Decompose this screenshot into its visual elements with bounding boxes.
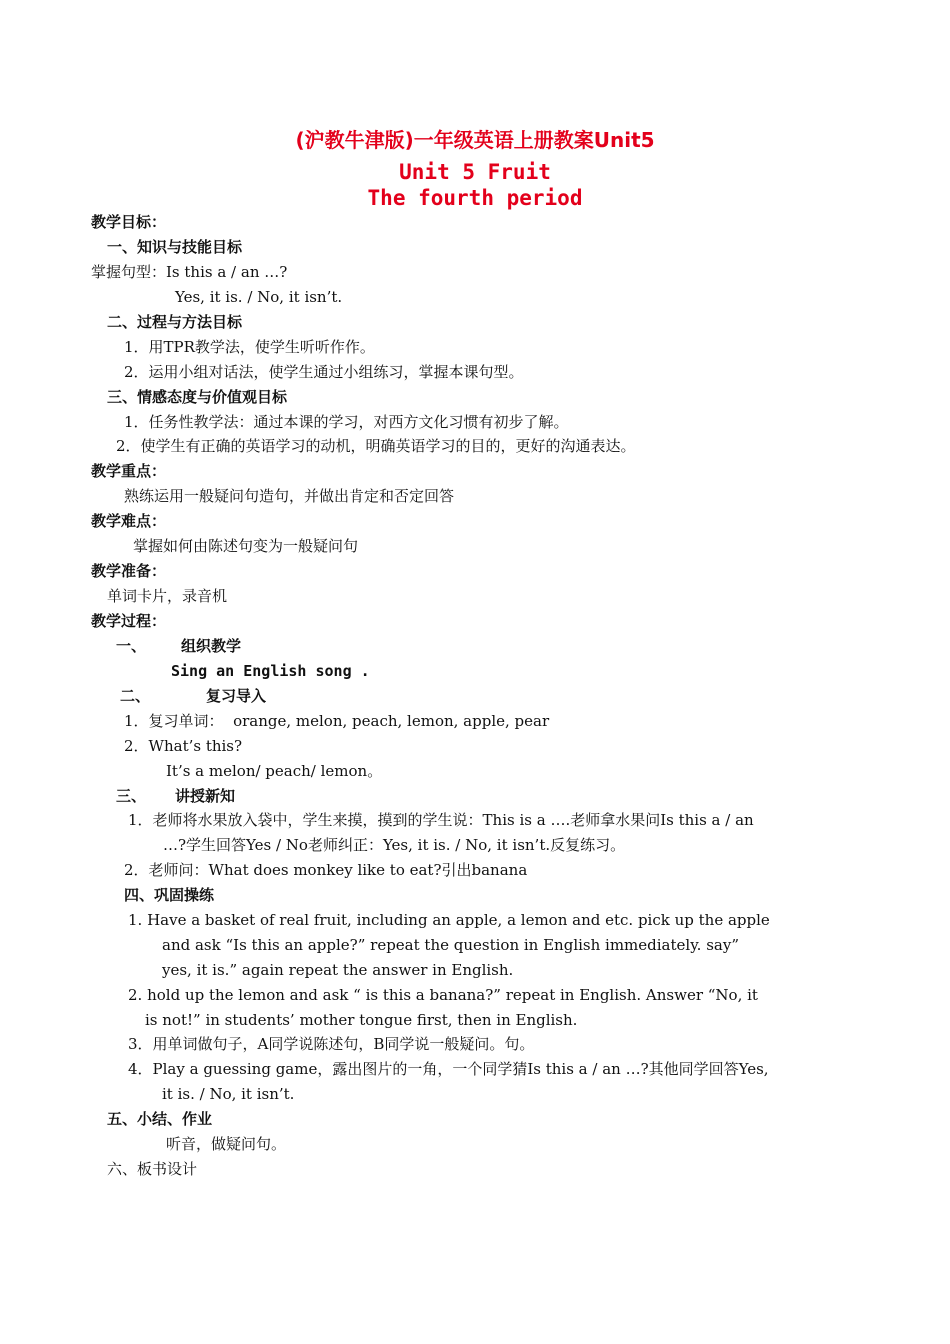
process-heading: 二、过程与方法目标 bbox=[107, 313, 243, 331]
key-text: 熟练运用一般疑问句造句，并做出肯定和否定回答 bbox=[124, 487, 455, 505]
emotion-item-2: 2．使学生有正确的英语学习的动机，明确英语学习的目的，更好的沟通表达。 bbox=[116, 437, 636, 455]
process-item-2: 2．运用小组对话法，使学生通过小组练习，掌握本课句型。 bbox=[124, 363, 524, 381]
step2-number: 二、 bbox=[120, 687, 151, 705]
period-title: The fourth period bbox=[367, 186, 583, 210]
step4-item-4b: it is. / No, it isn’t. bbox=[162, 1085, 295, 1103]
pattern-answer: Yes, it is. / No, it isn’t. bbox=[175, 288, 343, 306]
step2-item-3: It’s a melon/ peach/ lemon。 bbox=[166, 762, 383, 780]
step2-item-2: 2．What’s this? bbox=[124, 737, 243, 755]
difficult-heading: 教学难点： bbox=[91, 512, 167, 530]
step4-item-4a: 4．Play a guessing game，露出图片的一角，一个同学猜Is this a / an …?其他同学回答Yes, bbox=[128, 1060, 769, 1078]
pattern-label: 掌握句型：Is this a / an …? bbox=[91, 263, 288, 281]
unit-title: Unit 5 Fruit bbox=[399, 160, 551, 184]
step4-item-1a: 1. Have a basket of real fruit, including an apple, a lemon and etc. pick up the apple bbox=[128, 911, 770, 929]
step3-item-1a: 1．老师将水果放入袋中，学生来摸，摸到的学生说：This is a ….老师拿水果问Is this a / an bbox=[128, 811, 754, 829]
document-title: (沪教牛津版)一年级英语上册教案Unit5 bbox=[295, 128, 655, 152]
emotion-heading: 三、情感态度与价值观目标 bbox=[107, 388, 288, 406]
step3-title: 讲授新知 bbox=[175, 787, 236, 805]
key-heading: 教学重点： bbox=[91, 462, 167, 480]
prep-heading: 教学准备： bbox=[91, 562, 167, 580]
knowledge-heading: 一、知识与技能目标 bbox=[107, 238, 243, 256]
prep-text: 单词卡片，录音机 bbox=[107, 587, 228, 605]
step1-text: Sing an English song . bbox=[171, 662, 370, 680]
emotion-item-1: 1．任务性教学法：通过本课的学习，对西方文化习惯有初步了解。 bbox=[124, 413, 569, 431]
step1-title: 组织教学 bbox=[181, 637, 242, 655]
difficult-text: 掌握如何由陈述句变为一般疑问句 bbox=[133, 537, 359, 555]
step4-item-2a: 2. hold up the lemon and ask “ is this a banana?” repeat in English. Answer “No, it bbox=[128, 986, 758, 1004]
step2-item-1: 1．复习单词： orange, melon, peach, lemon, apple, pear bbox=[124, 712, 550, 730]
step3-item-1b: …?学生回答Yes / No老师纠正：Yes, it is. / No, it isn’t.反复练习。 bbox=[163, 836, 626, 854]
objectives-heading: 教学目标： bbox=[91, 213, 167, 231]
step4-item-1c: yes, it is.” again repeat the answer in English. bbox=[162, 961, 514, 979]
step6-heading: 六、板书设计 bbox=[107, 1160, 198, 1178]
process-item-1: 1．用TPR教学法，使学生听听作作。 bbox=[124, 338, 375, 356]
procedure-heading: 教学过程： bbox=[91, 612, 167, 630]
step4-item-2b: is not!” in students’ mother tongue first, then in English. bbox=[145, 1011, 578, 1029]
step4-item-3: 3．用单词做句子，A同学说陈述句，B同学说一般疑问。句。 bbox=[128, 1035, 535, 1053]
step1-number: 一、 bbox=[116, 637, 147, 655]
step2-title: 复习导入 bbox=[206, 687, 267, 705]
step5-text: 听音，做疑问句。 bbox=[166, 1135, 287, 1153]
step3-number: 三、 bbox=[116, 787, 147, 805]
step4-heading: 四、巩固操练 bbox=[124, 886, 215, 904]
step3-item-2: 2．老师问：What does monkey like to eat?引出banana bbox=[124, 861, 528, 879]
step5-heading: 五、小结、作业 bbox=[107, 1110, 213, 1128]
step4-item-1b: and ask “Is this an apple?” repeat the question in English immediately. say” bbox=[162, 936, 740, 954]
